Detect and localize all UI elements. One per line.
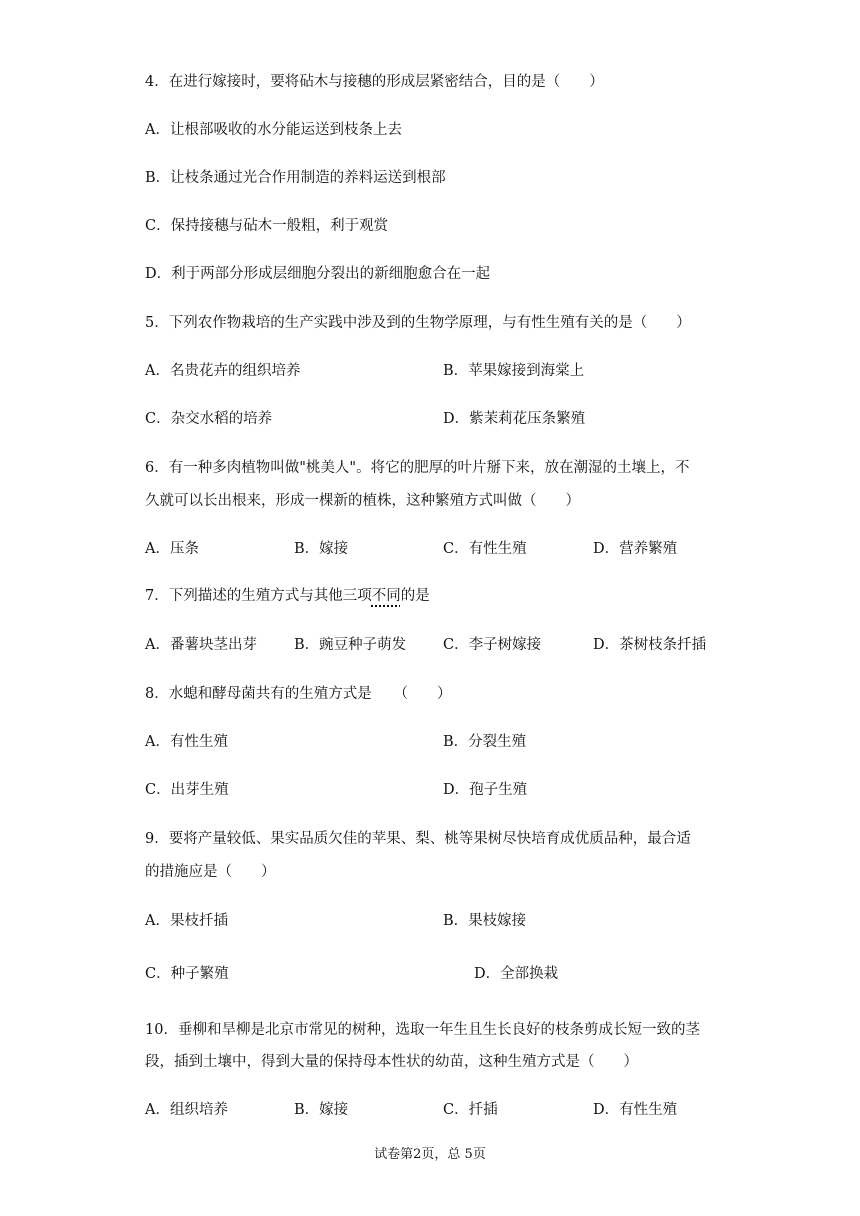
question-9-option-c: C．种子繁殖 — [145, 966, 229, 982]
question-8-option-d: D．孢子生殖 — [443, 782, 528, 798]
question-10-option-b: B．嫁接 — [294, 1102, 349, 1118]
question-9-stem-line-1: 9．要将产量较低、果实品质欠佳的苹果、梨、桃等果树尽快培育成优质品种，最合适 — [145, 831, 691, 847]
question-10-option-c: C．扦插 — [443, 1102, 498, 1118]
question-8-stem: 8．水螅和酵母菌共有的生殖方式是 （ ） — [145, 686, 452, 702]
question-5-stem: 5．下列农作物栽培的生产实践中涉及到的生物学原理，与有性生殖有关的是（ ） — [145, 315, 691, 331]
question-6-option-a: A．压条 — [145, 541, 199, 557]
question-4-option-b: B．让枝条通过光合作用制造的养料运送到根部 — [145, 170, 446, 186]
question-7-option-c: C．李子树嫁接 — [443, 637, 542, 653]
question-5-option-b: B．苹果嫁接到海棠上 — [443, 363, 585, 379]
question-9-stem-line-2: 的措施应是（ ） — [145, 864, 276, 880]
question-10-stem-line-2: 段，插到土壤中，得到大量的保持母本性状的幼苗，这种生殖方式是（ ） — [145, 1054, 638, 1070]
question-8-option-a: A．有性生殖 — [145, 734, 228, 750]
question-7-option-b: B．豌豆种子萌发 — [294, 637, 407, 653]
question-7-option-d: D．茶树枝条扦插 — [593, 637, 707, 653]
question-7-stem — [145, 586, 430, 606]
question-7-stem-part-1: 7．下列描述的生殖方式与其他三项 — [145, 588, 372, 604]
question-8-option-b: B．分裂生殖 — [443, 734, 527, 750]
question-7-option-a: A．番薯块茎出芽 — [145, 637, 257, 653]
page-footer: 试卷第2页，总 5页 — [374, 1147, 486, 1162]
question-4-option-d: D．利于两部分形成层细胞分裂出的新细胞愈合在一起 — [145, 266, 491, 282]
question-7-stem-part-3: 的是 — [400, 588, 430, 604]
question-4-stem: 4．在进行嫁接时，要将砧木与接穗的形成层紧密结合，目的是（ ） — [145, 74, 604, 90]
question-7-emphasis — [372, 588, 401, 604]
question-6-stem-line-1: 6．有一种多肉植物叫做"桃美人"。将它的肥厚的叶片掰下来，放在潮湿的土壤上，不 — [145, 460, 690, 476]
question-6-option-b: B．嫁接 — [294, 541, 349, 557]
question-9-option-b: B．果枝嫁接 — [443, 913, 527, 929]
question-6-option-c: C．有性生殖 — [443, 541, 527, 557]
question-5-option-a: A．名贵花卉的组织培养 — [145, 363, 301, 379]
question-4-option-a: A．让根部吸收的水分能运送到枝条上去 — [145, 122, 402, 138]
question-10-option-d: D．有性生殖 — [593, 1102, 678, 1118]
question-5-option-d: D．紫茉莉花压条繁殖 — [443, 411, 586, 427]
question-10-stem-line-1: 10．垂柳和旱柳是北京市常见的树种，选取一年生且生长良好的枝条剪成长短一致的茎 — [145, 1022, 700, 1038]
question-6-option-d: D．营养繁殖 — [593, 541, 678, 557]
question-9-option-a: A．果枝扦插 — [145, 913, 228, 929]
question-4-option-c: C．保持接穗与砧木一般粗，利于观赏 — [145, 218, 389, 234]
question-7-emphasized-text: 不同 — [371, 588, 401, 604]
question-6-stem-line-2: 久就可以长出根来，形成一棵新的植株，这种繁殖方式叫做（ ） — [145, 493, 580, 509]
question-10-option-a: A．组织培养 — [145, 1102, 228, 1118]
question-8-option-c: C．出芽生殖 — [145, 782, 229, 798]
question-5-option-c: C．杂交水稻的培养 — [145, 411, 273, 427]
question-9-option-d: D．全部换栽 — [474, 966, 559, 982]
